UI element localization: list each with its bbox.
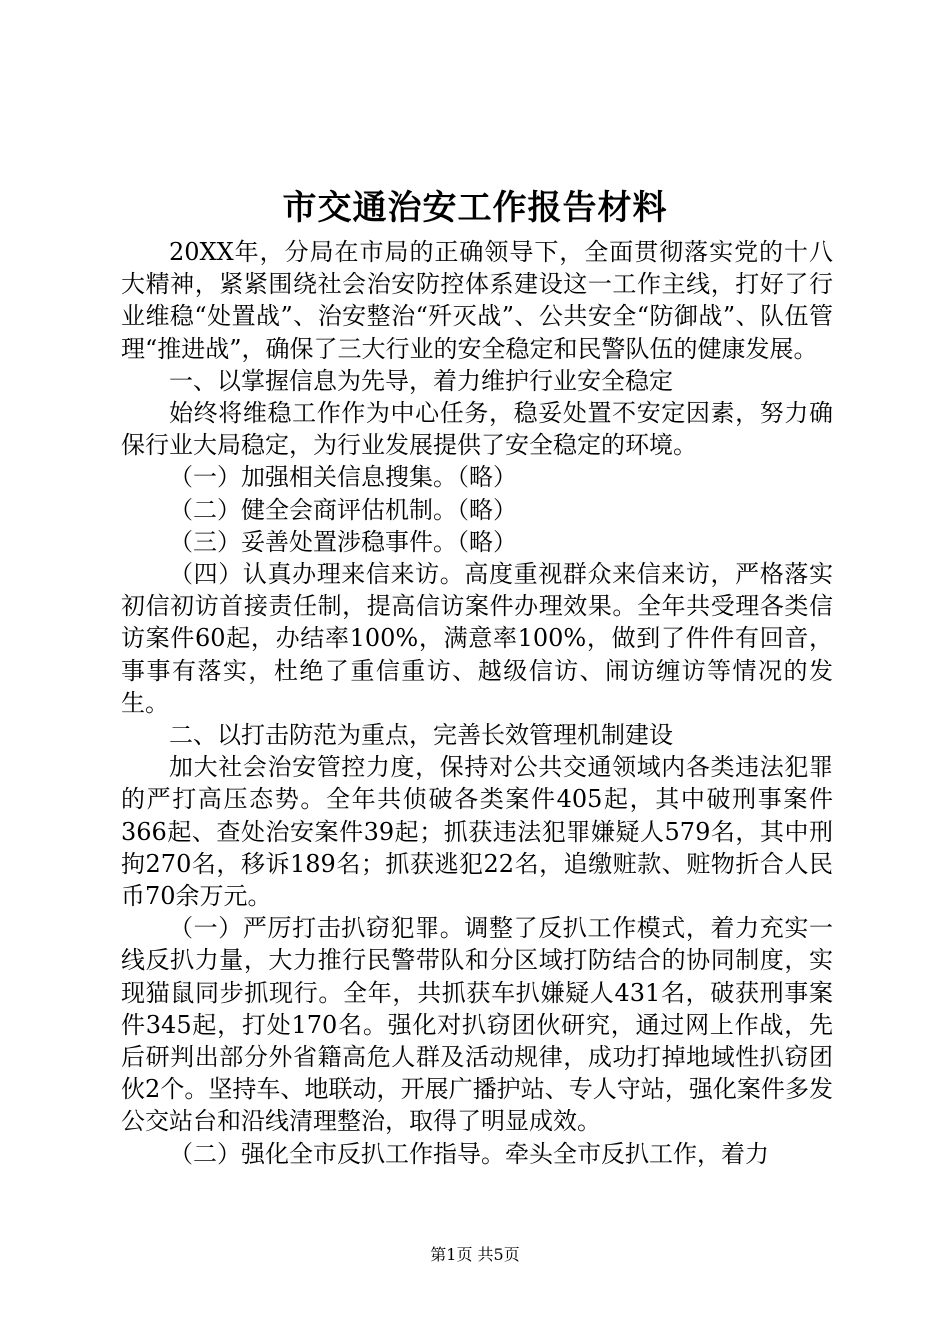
paragraph-section-1: 始终将维稳工作作为中心任务，稳妥处置不安定因素，努力确保行业大局稳定，为行业发展提供了安全稳定的环境。 bbox=[121, 399, 833, 460]
subsection-1-2: （二）健全会商评估机制。（略） bbox=[169, 495, 517, 524]
section-heading-1: 一、以掌握信息为先导，着力维护行业安全稳定 bbox=[169, 366, 673, 395]
subsection-1-4: （四）认真办理来信来访。高度重视群众来信来访，严格落实初信初访首接责任制，提高信访案件办理效果。全年共受理各类信访案件60起，办结率100%，满意率100%，做到了件件有回音，事事有落实，杜绝了重信重访、越级信访、闹访缠访等情况的发生。 bbox=[121, 560, 833, 717]
page-footer: 第1页 共5页 bbox=[430, 1245, 520, 1264]
section-heading-2: 二、以打击防范为重点，完善长效管理机制建设 bbox=[169, 721, 673, 750]
paragraph-intro: 20XX年，分局在市局的正确领导下，全面贯彻落实党的十八大精神，紧紧围绕社会治安防控体系建设这一工作主线，打好了行业维稳“处置战”、治安整治“歼灭战”、公共安全“防御战”、队伍管理“推进战”，确保了三大行业的安全稳定和民警队伍的健康发展。 bbox=[121, 238, 833, 363]
document-title: 市交通治安工作报告材料 bbox=[282, 188, 668, 228]
document-body bbox=[121, 236, 833, 1170]
subsection-2-1: （一）严厉打击扒窃犯罪。调整了反扒工作模式，着力充实一线反扒力量，大力推行民警带队和分区域打防结合的协同制度，实现猫鼠同步抓现行。全年，共抓获车扒嫌疑人431名，破获刑事案件345起，打处170名。强化对扒窃团伙研究，通过网上作战，先后研判出部分外省籍高危人群及活动规律，成功打掉地域性扒窃团伙2个。坚持车、地联动，开展广播护站、专人守站，强化案件多发公交站台和沿线清理整治，取得了明显成效。 bbox=[121, 914, 833, 1136]
subsection-1-1: （一）加强相关信息搜集。（略） bbox=[169, 463, 517, 492]
subsection-1-3: （三）妥善处置涉稳事件。（略） bbox=[169, 527, 517, 556]
subsection-2-2: （二）强化全市反扒工作指导。牵头全市反扒工作，着力 bbox=[169, 1139, 769, 1168]
paragraph-section-2: 加大社会治安管控力度，保持对公共交通领域内各类违法犯罪的严打高压态势。全年共侦破各类案件405起，其中破刑事案件366起、查处治安案件39起；抓获违法犯罪嫌疑人579名，其中刑拘270名，移诉189名；抓获逃犯22名，追缴赃款、赃物折合人民币70余万元。 bbox=[121, 753, 833, 911]
